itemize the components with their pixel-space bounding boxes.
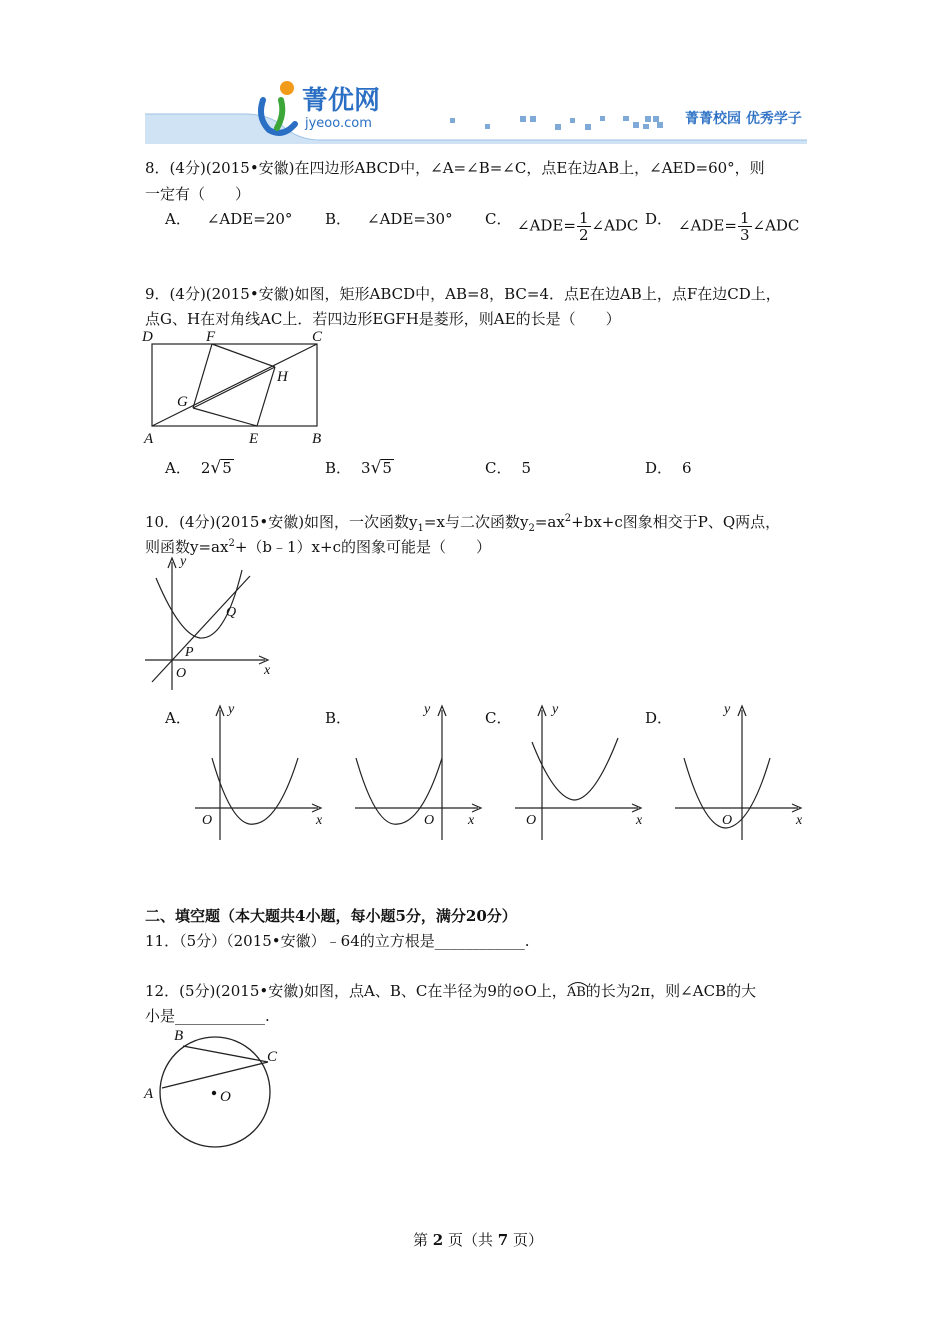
logo-url: jyeoo.com bbox=[305, 116, 372, 131]
q12-stem-line1: 12．(5分)(2015•安徽)如图，点A、B、C在半径为9的⊙O上， AB的长为2π，则∠ACB的大 bbox=[145, 981, 756, 1003]
option-label: B． bbox=[325, 210, 352, 228]
arc-ab: AB bbox=[567, 983, 586, 1003]
answer-blank[interactable]: ____________ bbox=[175, 1007, 266, 1025]
q10-stem-line1: 10．(4分)(2015•安徽)如图，一次函数$y_1=x$与二次函数$y_2=ax^2+bx+c$图象相交于P、Q两点， bbox=[145, 513, 781, 534]
option-label: C． bbox=[485, 210, 512, 228]
point-p-label: P bbox=[185, 645, 194, 660]
q10-option-a-label: A． bbox=[165, 709, 191, 727]
svg-text:y: y bbox=[424, 702, 431, 717]
option-label: A． bbox=[165, 210, 191, 228]
q9-option-c: C． 5 bbox=[485, 459, 532, 477]
q10-stem-line2: 则函数$y=ax^2+(b﹣1)x+c$的图象可能是（ ） bbox=[145, 538, 491, 556]
page-total: 7 bbox=[497, 1231, 509, 1249]
q9-option-d: D． 6 bbox=[645, 459, 692, 477]
label-c: C bbox=[267, 1049, 278, 1065]
header-slogan: 菁菁校园 优秀学子 bbox=[685, 111, 802, 127]
q8-option-b bbox=[325, 209, 453, 229]
q9-rectangle-figure bbox=[140, 326, 340, 450]
label-b: B bbox=[312, 431, 322, 447]
pattern-squares-icon bbox=[450, 116, 663, 130]
option-text: ∠ADE=30° bbox=[367, 210, 453, 228]
svg-text:x: x bbox=[796, 813, 803, 828]
label-h: H bbox=[277, 369, 288, 385]
logo-icon bbox=[261, 81, 295, 133]
q10-main-graph bbox=[140, 550, 280, 692]
fraction: $\frac{1}{3}$ bbox=[739, 209, 750, 244]
q10-option-d-label: D． bbox=[645, 709, 673, 727]
label-a: A bbox=[144, 1086, 154, 1102]
svg-text:O: O bbox=[722, 813, 733, 828]
q8-option-d bbox=[645, 209, 672, 229]
q8-option-a bbox=[165, 209, 292, 229]
page-footer: 第 2 页（共 7 页） bbox=[413, 1231, 543, 1249]
svg-text:y: y bbox=[552, 702, 559, 717]
fraction: $\frac{1}{2}$ bbox=[578, 209, 589, 244]
q10-option-c-graph bbox=[510, 700, 650, 840]
q10-option-c-label: C． bbox=[485, 709, 512, 727]
point-q-label: Q bbox=[226, 605, 237, 620]
q10-option-a-graph bbox=[190, 700, 330, 840]
svg-text:x: x bbox=[636, 813, 643, 828]
label-f: F bbox=[206, 329, 216, 345]
q9-stem-line1: 9．(4分)(2015•安徽)如图，矩形ABCD中，AB=8，BC=4．点E在边AB上，点F在边CD上， bbox=[145, 285, 781, 303]
q12-circle-figure bbox=[140, 1022, 290, 1150]
q8-option-c bbox=[485, 209, 511, 229]
svg-text:y: y bbox=[228, 702, 235, 717]
q11-stem: 11．（5分）（2015•安徽）﹣64的立方根是____________. bbox=[145, 932, 530, 950]
answer-blank[interactable]: ____________ bbox=[434, 932, 525, 950]
svg-text:O: O bbox=[202, 813, 213, 828]
q9-option-a: A． 2√5 bbox=[165, 458, 232, 478]
origin-label: O bbox=[176, 666, 187, 681]
page-number: 2 bbox=[432, 1231, 444, 1249]
svg-text:O: O bbox=[424, 813, 435, 828]
option-label: D． bbox=[645, 210, 673, 228]
axis-x-label: x bbox=[264, 663, 271, 678]
q10-option-b-label: B． bbox=[325, 709, 352, 727]
section-title: 二、填空题（本大题共4小题，每小题5分，满分20分） bbox=[145, 907, 517, 925]
option-text: ∠ADE=20° bbox=[206, 210, 293, 228]
q9-option-b: B． 3√5 bbox=[325, 458, 392, 478]
q12-stem-line2: 小是____________. bbox=[145, 1007, 270, 1025]
label-e: E bbox=[249, 431, 259, 447]
q10-option-d-graph bbox=[670, 700, 810, 840]
label-c: C bbox=[312, 329, 323, 345]
label-d: D bbox=[142, 329, 153, 345]
q9-stem-line2: 点G、H在对角线AC上．若四边形EGFH是菱形，则AE的长是（ ） bbox=[145, 310, 621, 328]
label-o: O bbox=[220, 1089, 231, 1105]
q8-option-c-expr: ∠ADE= $\frac{1}{2}$ ∠ADC bbox=[517, 209, 639, 244]
svg-text:y: y bbox=[724, 702, 731, 717]
svg-text:x: x bbox=[468, 813, 475, 828]
q10-option-b-graph bbox=[350, 700, 490, 840]
q8-option-d-expr: ∠ADE= $\frac{1}{3}$ ∠ADC bbox=[678, 209, 800, 244]
page-header bbox=[145, 78, 807, 144]
label-b: B bbox=[174, 1028, 184, 1044]
svg-text:O: O bbox=[526, 813, 537, 828]
axis-y-label: y bbox=[180, 554, 187, 569]
svg-text:x: x bbox=[316, 813, 323, 828]
logo-text: 菁优网 bbox=[302, 86, 381, 116]
q8-stem-line2: 一定有（ ） bbox=[145, 185, 251, 203]
label-g: G bbox=[177, 394, 188, 410]
label-a: A bbox=[144, 431, 154, 447]
q8-stem-line1: 8．(4分)(2015•安徽)在四边形ABCD中，∠A=∠B=∠C，点E在边AB上，∠AED=60°，则 bbox=[145, 159, 765, 177]
